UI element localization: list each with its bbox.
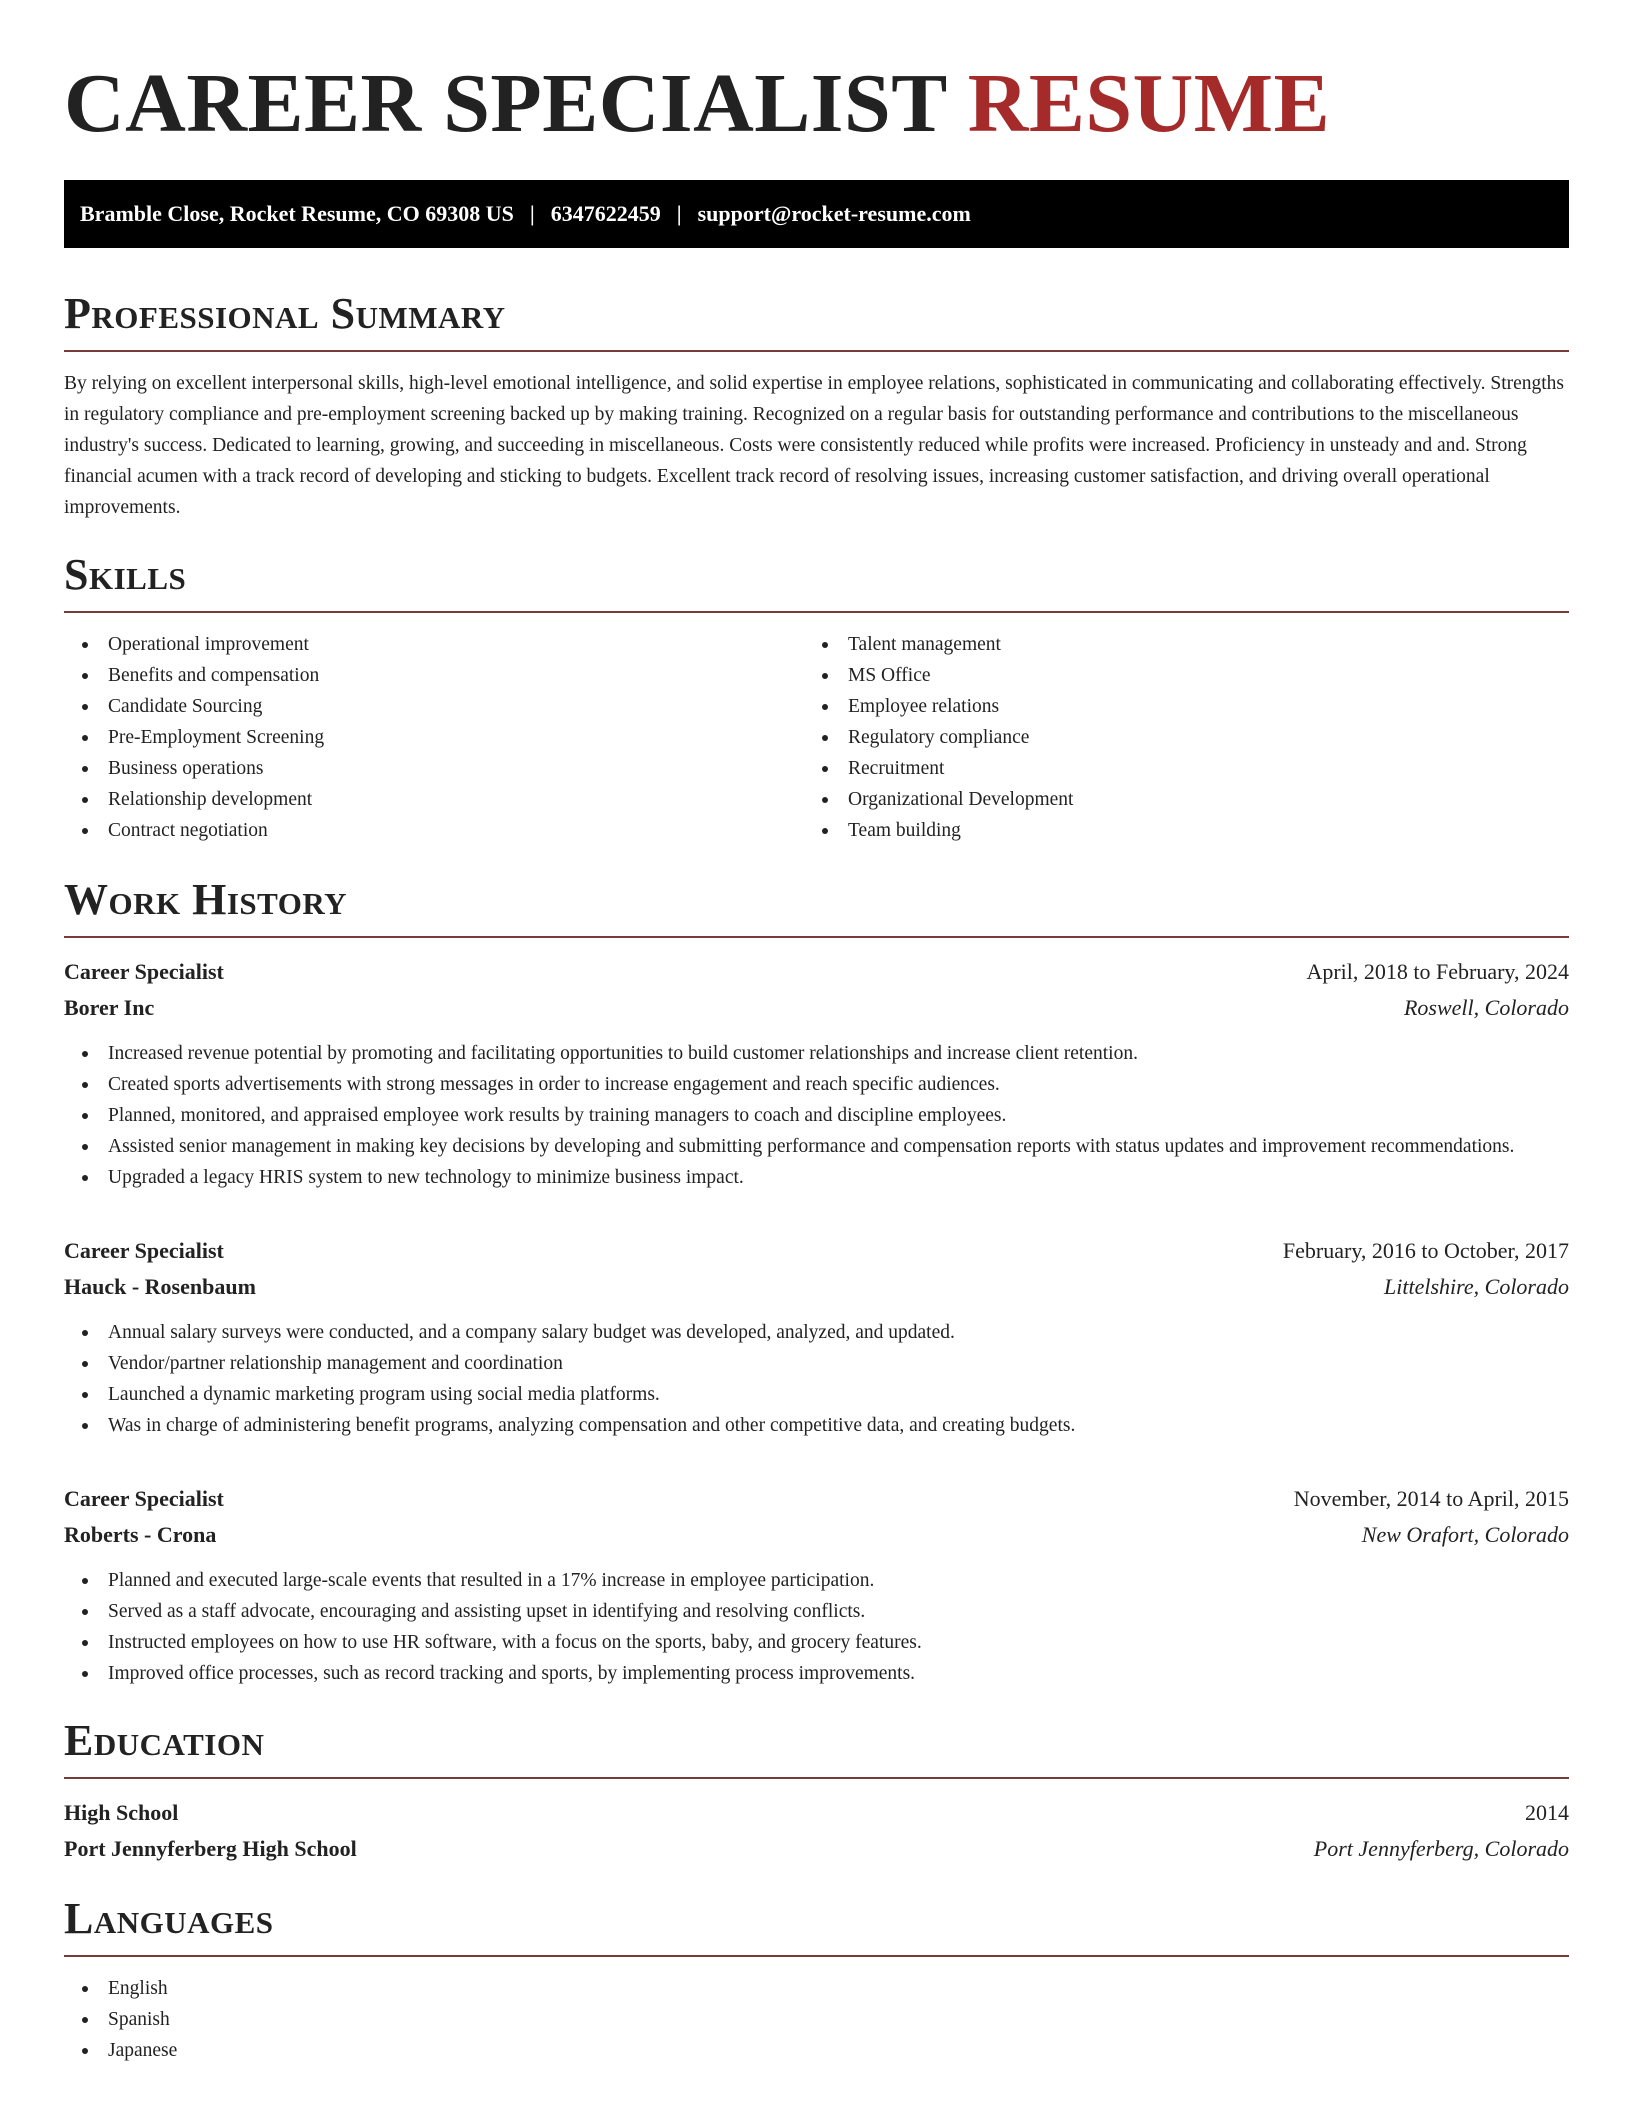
title-accent: RESUME bbox=[967, 57, 1331, 150]
job-bullet: Planned and executed large-scale events that resulted in a 17% increase in employee participation. bbox=[64, 1565, 1569, 1596]
job-bullets bbox=[64, 1038, 1569, 1193]
job-company: Roberts - Crona bbox=[64, 1522, 217, 1547]
section-divider bbox=[64, 1955, 1569, 1957]
job-dates: April, 2018 to February, 2024 bbox=[1306, 959, 1569, 984]
job-title: Career Specialist bbox=[64, 1486, 224, 1511]
job-location: Littelshire, Colorado bbox=[1384, 1274, 1569, 1299]
work-history-heading: Work History bbox=[64, 875, 348, 924]
job-bullets bbox=[64, 1565, 1569, 1689]
job-header-row bbox=[64, 1481, 1569, 1517]
education-location: Port Jennyferberg, Colorado bbox=[1313, 1836, 1569, 1861]
education-entry bbox=[64, 1795, 1569, 1867]
skill-item: Organizational Development bbox=[804, 784, 1544, 815]
job-bullet: Was in charge of administering benefit programs, analyzing compensation and other competitive data, and creating budgets. bbox=[64, 1410, 1569, 1441]
skill-item: Employee relations bbox=[804, 691, 1544, 722]
languages-section bbox=[64, 1893, 1569, 2066]
job-dates: November, 2014 to April, 2015 bbox=[1293, 1486, 1569, 1511]
work-history-section bbox=[64, 874, 1569, 1689]
skills-columns bbox=[64, 629, 1569, 846]
job-title: Career Specialist bbox=[64, 959, 224, 984]
job-bullet: Annual salary surveys were conducted, and a company salary budget was developed, analyzed, and updated. bbox=[64, 1317, 1569, 1348]
job-company-row bbox=[64, 990, 1569, 1026]
contact-phone: 6347622459 bbox=[550, 201, 661, 226]
skill-item: Team building bbox=[804, 815, 1544, 846]
skill-item: Benefits and compensation bbox=[64, 660, 804, 691]
job-entry bbox=[64, 1481, 1569, 1689]
skill-item: Regulatory compliance bbox=[804, 722, 1544, 753]
section-divider bbox=[64, 350, 1569, 352]
job-bullet: Vendor/partner relationship management and coordination bbox=[64, 1348, 1569, 1379]
job-bullet: Increased revenue potential by promoting and facilitating opportunities to build customer relationships and increase client retention. bbox=[64, 1038, 1569, 1069]
contact-email: support@rocket-resume.com bbox=[697, 201, 971, 226]
job-bullet: Served as a staff advocate, encouraging and assisting upset in identifying and resolving conflicts. bbox=[64, 1596, 1569, 1627]
job-location: Roswell, Colorado bbox=[1403, 995, 1569, 1020]
skill-item: Pre-Employment Screening bbox=[64, 722, 804, 753]
contact-address: Bramble Close, Rocket Resume, CO 69308 US bbox=[80, 201, 514, 226]
skills-heading: Skills bbox=[64, 550, 187, 599]
education-heading: Education bbox=[64, 1716, 265, 1765]
education-section bbox=[64, 1715, 1569, 1867]
contact-separator: | bbox=[529, 201, 535, 226]
job-entry bbox=[64, 1233, 1569, 1441]
languages-heading: Languages bbox=[64, 1894, 274, 1943]
title-main: CAREER SPECIALIST bbox=[64, 57, 947, 150]
skill-item: Business operations bbox=[64, 753, 804, 784]
skill-item: Operational improvement bbox=[64, 629, 804, 660]
summary-text: By relying on excellent interpersonal skills, high-level emotional intelligence, and solid expertise in employee relations, sophisticated in communicating and collaborating effectively. Strengths in regulatory compliance and pre-employment screening backed up by making training. Recognized on a regular basis for outstanding performance and contributions to the miscellaneous industry's success. Dedicated to learning, growing, and succeeding in miscellaneous. Costs were consistently reduced while profits were increased. Proficiency in unsteady and and. Strong financial acumen with a track record of developing and sticking to budgets. Excellent track record of resolving issues, increasing customer satisfaction, and driving overall operational improvements. bbox=[64, 373, 1565, 518]
contact-bar bbox=[64, 180, 1569, 248]
education-school-row bbox=[64, 1831, 1569, 1867]
section-divider bbox=[64, 611, 1569, 613]
job-bullet: Improved office processes, such as record tracking and sports, by implementing process improvements. bbox=[64, 1658, 1569, 1689]
job-company-row bbox=[64, 1517, 1569, 1553]
job-bullets bbox=[64, 1317, 1569, 1441]
skills-section bbox=[64, 549, 1569, 846]
education-school: Port Jennyferberg High School bbox=[64, 1836, 357, 1861]
summary-section bbox=[64, 288, 1569, 523]
job-bullet: Planned, monitored, and appraised employee work results by training managers to coach and discipline employees. bbox=[64, 1100, 1569, 1131]
language-item: Spanish bbox=[64, 2004, 1569, 2035]
job-location: New Orafort, Colorado bbox=[1361, 1522, 1569, 1547]
contact-separator: | bbox=[676, 201, 682, 226]
job-bullet: Assisted senior management in making key decisions by developing and submitting performance and compensation reports with status updates and improvement recommendations. bbox=[64, 1131, 1569, 1162]
resume-title bbox=[64, 56, 1569, 152]
language-item: English bbox=[64, 1973, 1569, 2004]
language-item: Japanese bbox=[64, 2035, 1569, 2066]
education-degree: High School bbox=[64, 1800, 179, 1825]
skills-list-right bbox=[804, 629, 1544, 846]
skill-item: MS Office bbox=[804, 660, 1544, 691]
job-bullet: Launched a dynamic marketing program using social media platforms. bbox=[64, 1379, 1569, 1410]
job-company: Borer Inc bbox=[64, 995, 155, 1020]
skill-item: Talent management bbox=[804, 629, 1544, 660]
job-company-row bbox=[64, 1269, 1569, 1305]
summary-heading: Professional Summary bbox=[64, 289, 506, 338]
education-year: 2014 bbox=[1525, 1800, 1569, 1825]
job-header-row bbox=[64, 954, 1569, 990]
skill-item: Contract negotiation bbox=[64, 815, 804, 846]
skill-item: Recruitment bbox=[804, 753, 1544, 784]
skill-item: Relationship development bbox=[64, 784, 804, 815]
job-entry bbox=[64, 954, 1569, 1193]
skill-item: Candidate Sourcing bbox=[64, 691, 804, 722]
job-bullet: Instructed employees on how to use HR software, with a focus on the sports, baby, and grocery features. bbox=[64, 1627, 1569, 1658]
job-company: Hauck - Rosenbaum bbox=[64, 1274, 256, 1299]
job-header-row bbox=[64, 1233, 1569, 1269]
job-bullet: Upgraded a legacy HRIS system to new technology to minimize business impact. bbox=[64, 1162, 1569, 1193]
skills-list-left bbox=[64, 629, 804, 846]
education-header-row bbox=[64, 1795, 1569, 1831]
section-divider bbox=[64, 1777, 1569, 1779]
job-bullet: Created sports advertisements with strong messages in order to increase engagement and reach specific audiences. bbox=[64, 1069, 1569, 1100]
resume-page bbox=[64, 0, 1569, 2066]
section-divider bbox=[64, 936, 1569, 938]
job-title: Career Specialist bbox=[64, 1238, 224, 1263]
languages-list bbox=[64, 1973, 1569, 2066]
job-dates: February, 2016 to October, 2017 bbox=[1282, 1238, 1569, 1263]
